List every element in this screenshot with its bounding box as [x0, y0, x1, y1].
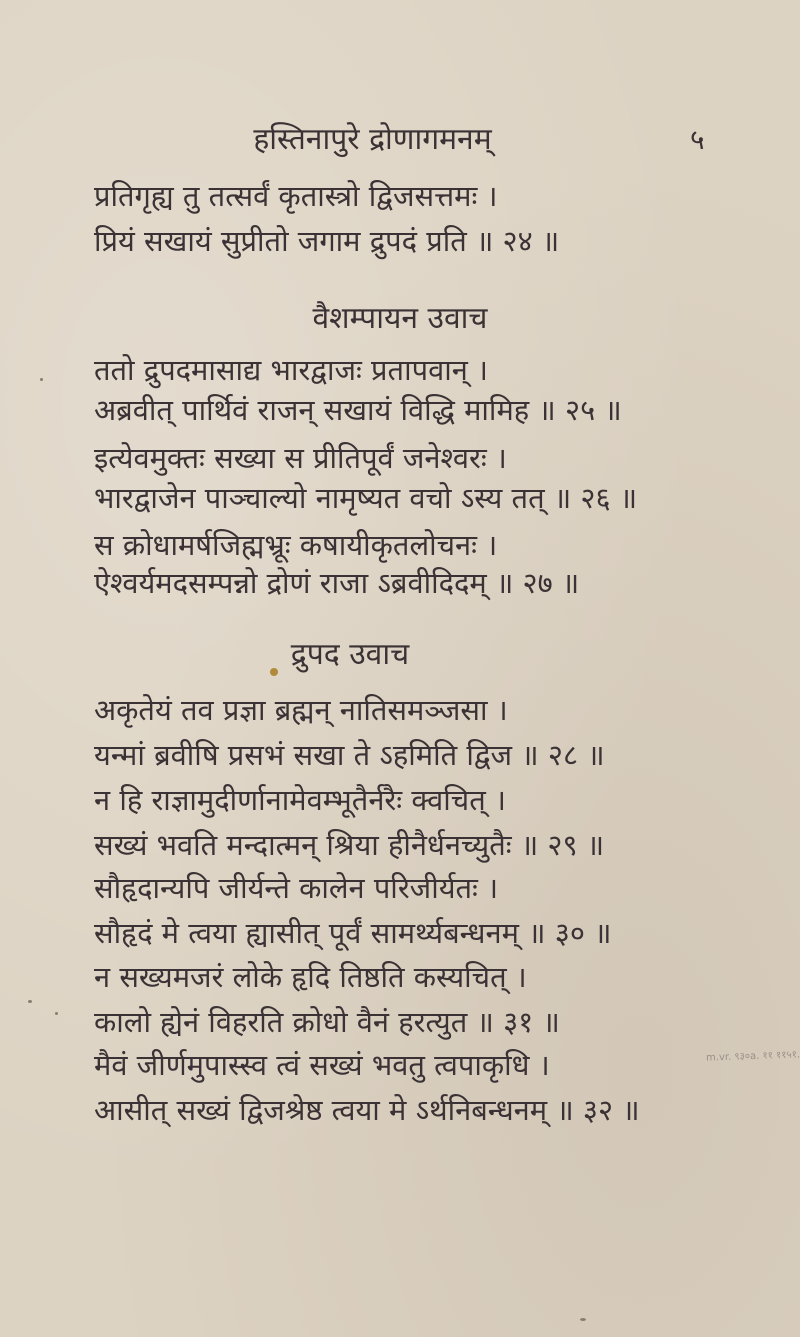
- verse-line: सौहृदं मे त्वया ह्यासीत् पूर्वं सामर्थ्यबन्धनम् ॥ ३० ॥: [94, 916, 612, 950]
- verse-line: अकृतेयं तव प्रज्ञा ब्रह्मन् नातिसमञ्जसा ।: [94, 693, 508, 727]
- running-title: हस्तिनापुरे द्रोणागमनम्: [253, 122, 492, 157]
- verse-line: स क्रोधामर्षजिह्मभ्रूः कषायीकृतलोचनः ।: [94, 528, 498, 562]
- speaker-heading: वैशम्पायन उवाच: [312, 301, 488, 336]
- page-header: [0, 118, 800, 162]
- verse-line: सौहृदान्यपि जीर्यन्ते कालेन परिजीर्यतः ।: [94, 871, 499, 905]
- verse-line: न सख्यमजरं लोके हृदि तिष्ठति कस्यचित् ।: [94, 960, 527, 994]
- verse-line: प्रियं सखायं सुप्रीतो जगाम द्रुपदं प्रति ॥ २४ ॥: [94, 224, 560, 258]
- verse-line: भारद्वाजेन पाञ्चाल्यो नामृष्यत वचो ऽस्य तत् ॥ २६ ॥: [94, 481, 638, 515]
- verse-line: ततो द्रुपदमासाद्य भारद्वाजः प्रतापवान् ।: [94, 353, 489, 387]
- verse-line: मैवं जीर्णमुपास्स्व त्वं सख्यं भवतु त्वपाकृधि ।: [94, 1048, 550, 1082]
- verse-line: कालो ह्येनं विहरति क्रोधो वैनं हरत्युत ॥ ३१ ॥: [94, 1005, 560, 1039]
- paper-speck: [28, 1000, 32, 1003]
- verse-line: ऐश्वर्यमदसम्पन्नो द्रोणं राजा ऽब्रवीदिदम् ॥ २७ ॥: [94, 566, 580, 600]
- verse-line: सख्यं भवति मन्दात्मन् श्रिया हीनैर्धनच्युतैः ॥ २९ ॥: [94, 828, 605, 862]
- verse-line: यन्मां ब्रवीषि प्रसभं सखा ते ऽहमिति द्विज ॥ २८ ॥: [94, 738, 605, 772]
- verse-line: अब्रवीत् पार्थिवं राजन् सखायं विद्धि मामिह ॥ २५ ॥: [94, 393, 622, 427]
- ink-spot: [270, 668, 278, 676]
- verse-line: इत्येवमुक्तः सख्या स प्रीतिपूर्वं जनेश्वरः ।: [94, 441, 507, 475]
- paper-speck: [55, 1012, 58, 1015]
- paper-speck: [580, 1318, 586, 1321]
- page-number: ५: [690, 123, 705, 156]
- verse-line: प्रतिगृह्य तु तत्सर्वं कृतास्त्रो द्विजसत्तमः ।: [94, 179, 498, 213]
- verse-line: न हि राज्ञामुदीर्णानामेवम्भूतैर्नरैः क्वचित् ।: [94, 783, 506, 817]
- margin-annotation: m.vr. ९३०a. ११ ११५१.: [705, 1049, 800, 1064]
- paper-speck: [40, 378, 43, 381]
- verse-line: आसीत् सख्यं द्विजश्रेष्ठ त्वया मे ऽर्थनिबन्धनम् ॥ ३२ ॥: [94, 1093, 640, 1127]
- speaker-heading: द्रुपद उवाच: [290, 637, 410, 672]
